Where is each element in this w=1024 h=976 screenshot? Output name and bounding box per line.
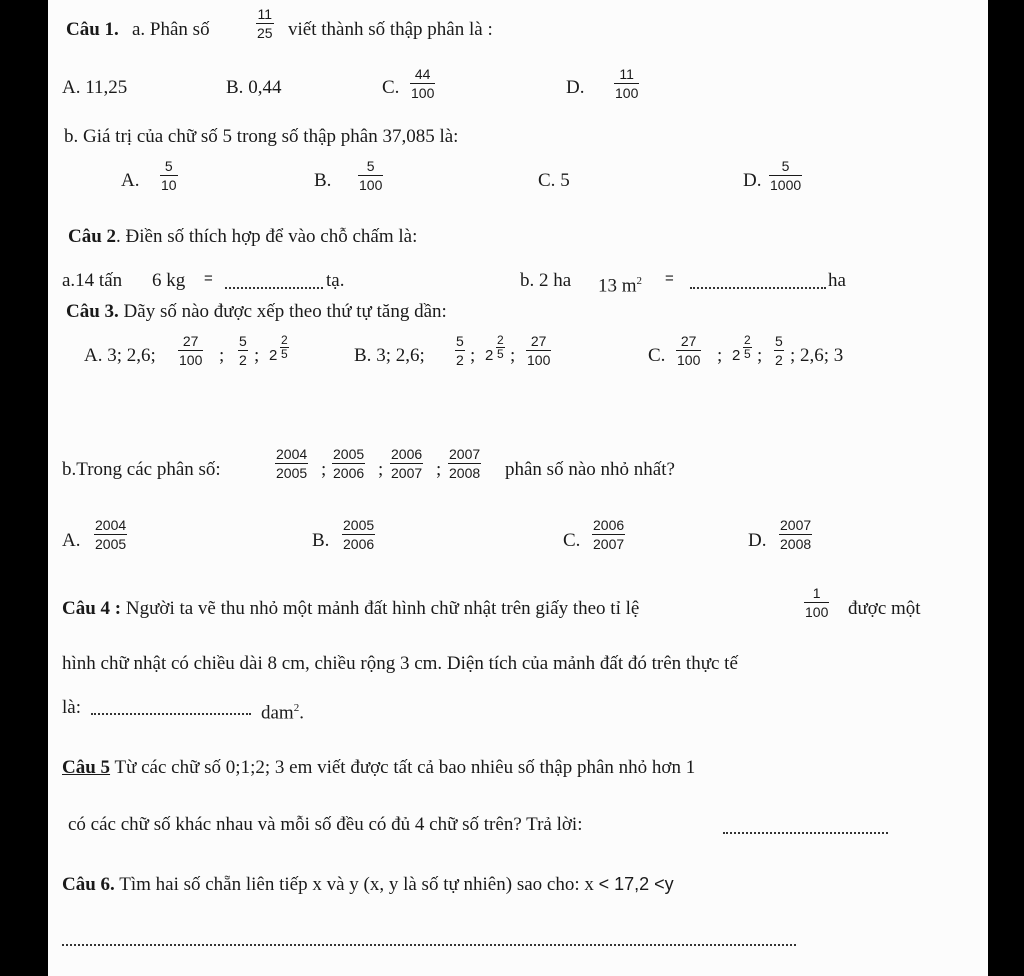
q2-text: . Điền số thích hợp để vào chỗ chấm là:	[116, 226, 418, 247]
q3-b-fraction-list-4	[448, 446, 481, 481]
numerator: 5	[775, 333, 783, 349]
denominator: 100	[805, 604, 829, 620]
denominator: 1000	[770, 177, 802, 193]
q1-a-option-d-fraction	[614, 66, 639, 101]
numerator: 5	[164, 158, 173, 174]
denominator: 100	[615, 85, 639, 101]
q2-a-blank	[225, 287, 323, 289]
q3-b-option-c-fraction	[592, 517, 625, 552]
denominator: 2006	[343, 536, 375, 552]
q5-text-1: Từ các chữ số 0;1;2; 3 em viết được tất cả bao nhiêu số thập phân nhỏ hơn 1	[114, 757, 696, 778]
q1-a-fraction	[256, 6, 274, 41]
denominator: 2008	[780, 536, 812, 552]
denominator: 2	[775, 352, 783, 368]
numerator: 2006	[391, 446, 423, 462]
q2-b-expr	[598, 270, 642, 297]
q2-b-blank	[690, 287, 826, 289]
numerator: 2004	[95, 517, 127, 533]
q3-heading	[66, 301, 447, 323]
q1-a-option-b	[226, 77, 281, 99]
q1-b-text: b. Giá trị của chữ số 5 trong số thập phân 37,085 là:	[64, 126, 459, 147]
q1-a-option-c-label: C.	[382, 77, 400, 98]
numerator: 2004	[276, 446, 308, 462]
q3-b-option-d-fraction	[779, 517, 812, 552]
worksheet-page	[48, 0, 988, 976]
q3-c-fraction-2	[774, 333, 784, 368]
q3-b-option-a-label: A.	[62, 530, 81, 551]
q4-text-1-tail: được một	[848, 598, 921, 619]
numerator: 2	[744, 333, 751, 347]
q6-title: Câu 6.	[62, 874, 115, 895]
numerator: 2	[497, 333, 504, 347]
q3-a-fraction-2	[238, 333, 248, 368]
q4-line-1	[62, 598, 639, 620]
q1-b-option-a-fraction	[160, 158, 178, 193]
q4-title: Câu 4 :	[62, 598, 122, 619]
denominator: 100	[411, 85, 435, 101]
q3-b-mixed-fraction	[496, 334, 505, 361]
q1-a-option-a	[62, 77, 127, 99]
q6-line	[62, 873, 674, 896]
q2-b-unit: ha	[828, 270, 846, 291]
q2-b-prefix: b. 2 ha	[520, 270, 572, 291]
q3-b-text: b.Trong các phân số:	[62, 459, 221, 480]
q3-a-fraction-1	[178, 333, 203, 368]
denominator: 2005	[95, 536, 127, 552]
option-label: B.	[354, 345, 372, 366]
q5-title: Câu 5	[62, 757, 111, 778]
denominator: 5	[281, 347, 288, 361]
numerator: 27	[182, 333, 199, 349]
q2-a-expr: 6 kg	[152, 270, 186, 291]
numerator: 2007	[449, 446, 481, 462]
q1-a-tail: viết thành số thập phân là :	[288, 19, 493, 40]
q3-b-sep-3: ;	[436, 459, 442, 480]
numerator: 2007	[780, 517, 812, 533]
q1-b-option-b-fraction	[358, 158, 383, 193]
numerator: 27	[680, 333, 697, 349]
numerator: 27	[530, 333, 547, 349]
q2-a-unit: tạ.	[326, 270, 345, 291]
q4-scale-fraction	[804, 585, 829, 620]
denominator: 100	[527, 352, 551, 368]
denominator: 100	[677, 352, 701, 368]
numerator: 2005	[333, 446, 365, 462]
denominator: 5	[497, 347, 504, 361]
q4-unit-exponent: 2	[293, 702, 300, 714]
q4-unit-tail: .	[299, 702, 304, 724]
q3-b-sep-2: ;	[510, 345, 516, 366]
q3-c-mixed-whole: 2	[732, 347, 741, 364]
q3-text: Dãy số nào được xếp theo thứ tự tăng dần:	[123, 301, 447, 322]
q5-line-1	[62, 757, 695, 779]
q3-b-option-c-label: C.	[563, 530, 581, 551]
q2-heading	[68, 226, 417, 248]
q1-b-option-c	[538, 170, 570, 192]
q3-a-sep-2: ;	[254, 345, 260, 366]
q4-unit	[261, 697, 304, 724]
denominator: 2007	[593, 536, 625, 552]
option-value: 5	[560, 170, 570, 191]
numerator: 44	[414, 66, 431, 82]
q3-b-sep-2: ;	[378, 459, 384, 480]
q6-answer-line	[62, 944, 796, 946]
q4-answer-blank	[91, 713, 251, 715]
q1-b-option-d-fraction	[769, 158, 802, 193]
q3-c-sep-1: ;	[717, 345, 723, 366]
numerator: 2005	[343, 517, 375, 533]
q3-b-option-a-fraction	[94, 517, 127, 552]
numerator: 5	[366, 158, 375, 174]
q3-b-fraction-list-1	[275, 446, 308, 481]
option-label: A.	[84, 345, 103, 366]
q2-a-equals: =	[204, 270, 213, 287]
option-value: 11,25	[85, 77, 128, 98]
q2-a-prefix: a.14 tấn	[62, 270, 123, 291]
q3-option-a-lead	[84, 345, 156, 367]
q1-a-text: a. Phân số	[132, 19, 210, 40]
q4-line-3-prefix: là:	[62, 697, 81, 718]
q6-text: Tìm hai số chẵn liên tiếp x và y (x, y là số tự nhiên) sao cho: x	[119, 874, 594, 895]
denominator: 2007	[391, 465, 423, 481]
numerator: 2	[281, 333, 288, 347]
q5-line-2: có các chữ số khác nhau và mỗi số đều có đủ 4 chữ số trên? Trả lời:	[68, 814, 583, 835]
q4-unit-text: dam	[261, 702, 294, 724]
q3-b-option-b-label: B.	[312, 530, 330, 551]
q3-b-option-b-fraction	[342, 517, 375, 552]
option-label: B.	[226, 77, 244, 98]
option-label: C.	[538, 170, 556, 191]
q3-b-fraction-1	[455, 333, 465, 368]
denominator: 10	[161, 177, 177, 193]
q3-b-sep-1: ;	[321, 459, 327, 480]
denominator: 2005	[276, 465, 308, 481]
q3-c-sep-2: ;	[757, 345, 763, 366]
option-lead: 3; 2,6;	[376, 345, 425, 366]
q1-b-option-a-label: A.	[121, 170, 140, 191]
q3-option-b-lead	[354, 345, 425, 367]
q3-a-mixed-fraction	[280, 334, 289, 361]
numerator: 5	[781, 158, 790, 174]
denominator: 5	[744, 347, 751, 361]
q3-c-fraction-1	[676, 333, 701, 368]
numerator: 11	[257, 6, 273, 22]
q1-a-option-d-label: D.	[566, 77, 585, 98]
q1-a-option-c-fraction	[410, 66, 435, 101]
numerator: 2006	[593, 517, 625, 533]
q3-b-fraction-list-3	[390, 446, 423, 481]
q3-b-sep-1: ;	[470, 345, 476, 366]
q1-b-option-d-label: D.	[743, 170, 762, 191]
numerator: 5	[456, 333, 464, 349]
q3-a-sep-1: ;	[219, 345, 225, 366]
q3-b-fraction-list-2	[332, 446, 365, 481]
denominator: 2008	[449, 465, 481, 481]
q2-title: Câu 2	[68, 226, 117, 247]
q4-line-2: hình chữ nhật có chiều dài 8 cm, chiều rộng 3 cm. Diện tích của mảnh đất đó trên thực tế	[62, 653, 738, 674]
q3-option-c-label: C.	[648, 345, 666, 366]
q3-b-mixed-whole: 2	[485, 347, 494, 364]
numerator: 11	[619, 66, 634, 82]
q3-b-option-d-label: D.	[748, 530, 767, 551]
q6-relation: < 17,2 <y	[598, 874, 674, 894]
q3-title: Câu 3.	[66, 301, 119, 322]
denominator: 25	[257, 25, 273, 41]
denominator: 2006	[333, 465, 365, 481]
denominator: 100	[179, 352, 203, 368]
denominator: 2	[456, 352, 464, 368]
q3-b-tail: phân số nào nhỏ nhất?	[505, 459, 675, 480]
q2-b-exponent: 2	[636, 275, 643, 287]
q2-b-expr-text: 13 m	[598, 275, 637, 297]
option-lead: 3; 2,6;	[107, 345, 156, 366]
q3-b-fraction-2	[526, 333, 551, 368]
option-value: 0,44	[248, 77, 282, 98]
q2-b-equals: =	[665, 270, 674, 287]
q3-c-tail: ; 2,6; 3	[790, 345, 844, 366]
denominator: 2	[239, 352, 247, 368]
q5-answer-blank	[723, 832, 888, 834]
q4-text-1: Người ta vẽ thu nhỏ một mảnh đất hình chữ nhật trên giấy theo tỉ lệ	[125, 598, 640, 619]
q3-a-mixed-whole: 2	[269, 347, 278, 364]
q1-title: Câu 1.	[66, 19, 119, 40]
numerator: 1	[812, 585, 821, 601]
denominator: 100	[359, 177, 383, 193]
q3-c-mixed-fraction	[743, 334, 752, 361]
numerator: 5	[239, 333, 247, 349]
option-label: A.	[62, 77, 81, 98]
q1-b-option-b-label: B.	[314, 170, 332, 191]
